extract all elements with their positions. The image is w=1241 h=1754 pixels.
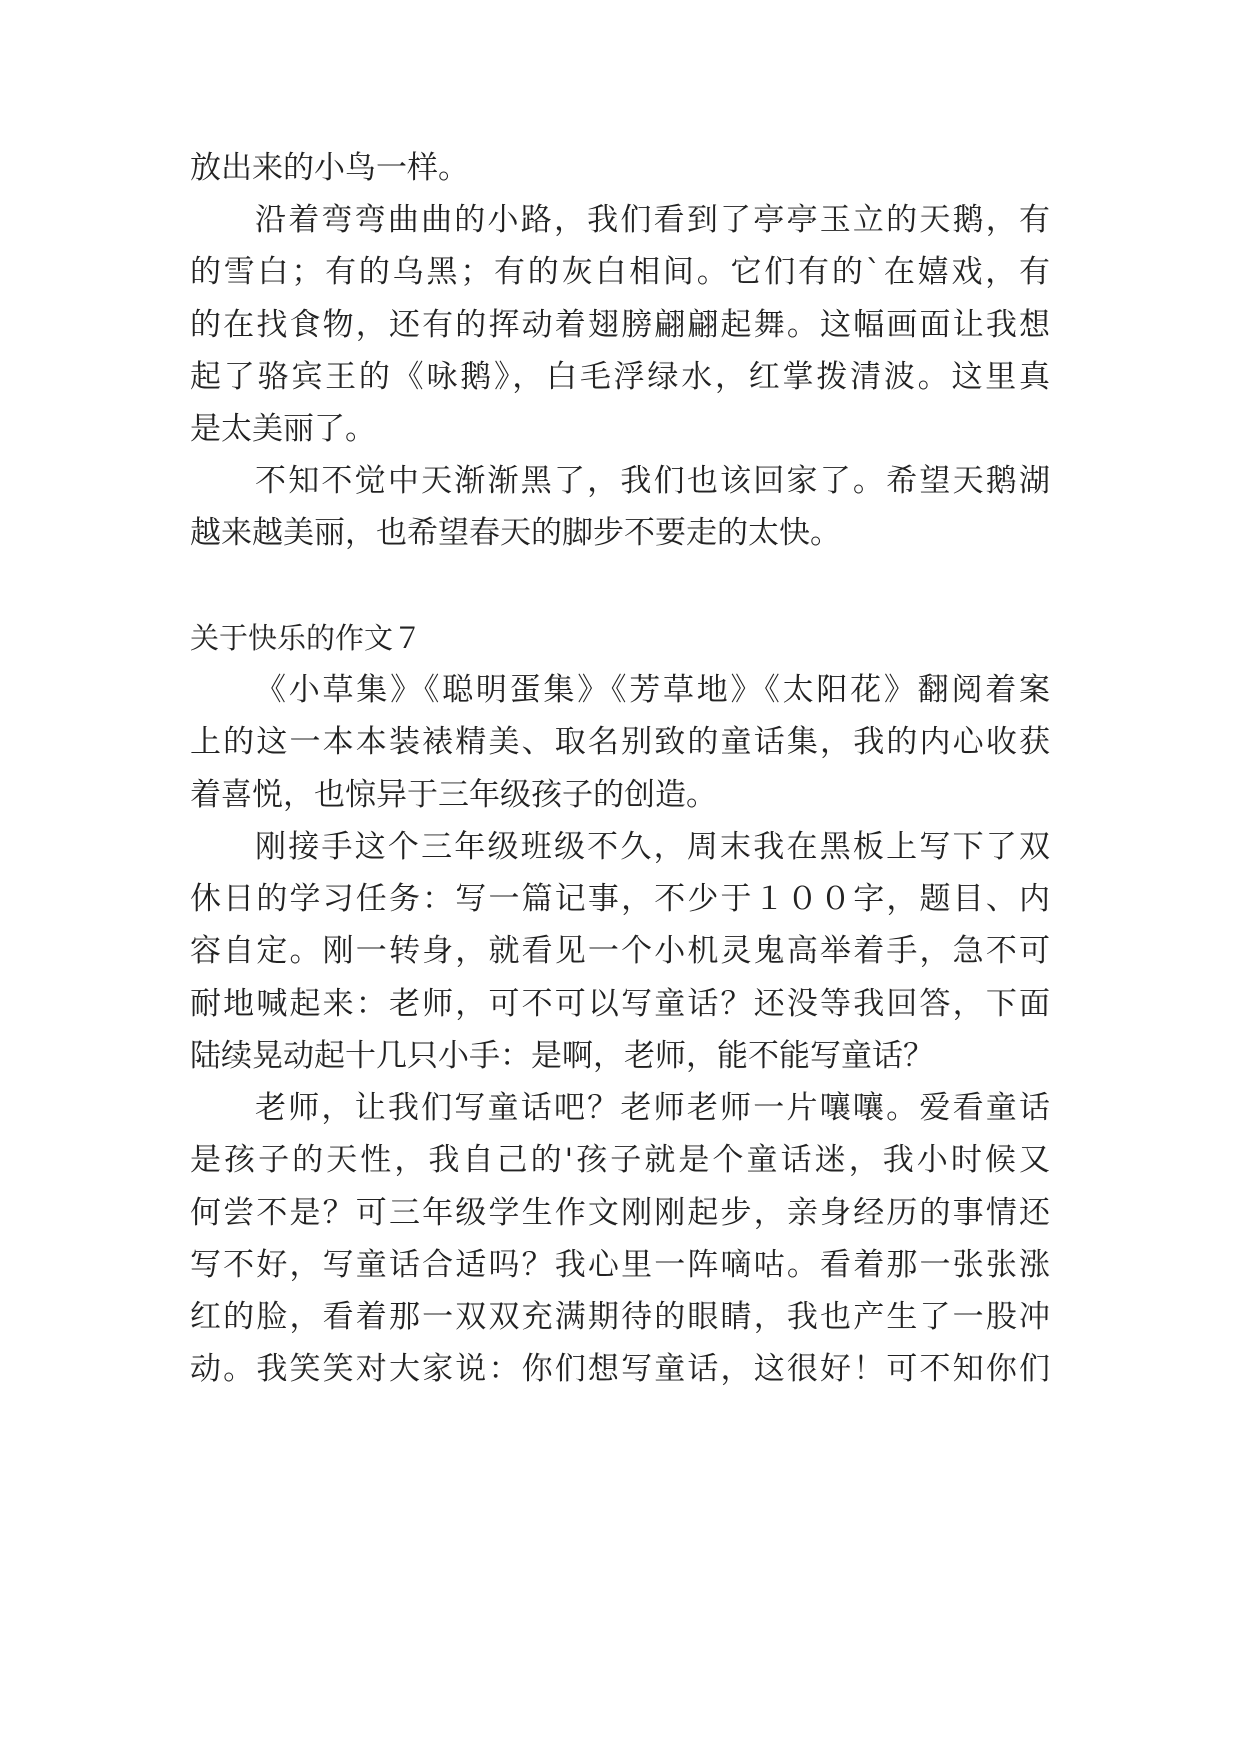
text-line: 起了骆宾王的《咏鹅》，白毛浮绿水，红掌拨清波。这里真 [190, 359, 1050, 395]
text-line: 越来越美丽，也希望春天的脚步不要走的太快。 [190, 515, 841, 551]
text-line: 刚接手这个三年级班级不久，周末我在黑板上写下了双 [255, 829, 1050, 865]
text-line: 容自定。刚一转身，就看见一个小机灵鬼高举着手，急不可 [190, 933, 1050, 969]
text-line: 沿着弯弯曲曲的小路，我们看到了亭亭玉立的天鹅，有 [255, 202, 1050, 238]
text-line: 上的这一本本装裱精美、取名别致的童话集，我的内心收获 [190, 724, 1050, 760]
text-line: 是孩子的天性，我自己的'孩子就是个童话迷，我小时候又 [190, 1142, 1050, 1178]
text-line: 不知不觉中天渐渐黑了，我们也该回家了。希望天鹅湖 [255, 463, 1050, 499]
text-line: 是太美丽了。 [190, 411, 376, 447]
text-line: 动。我笑笑对大家说：你们想写童话，这很好！可不知你们 [190, 1351, 1050, 1387]
text-line: 的在找食物，还有的挥动着翅膀翩翩起舞。这幅画面让我想 [190, 307, 1050, 343]
text-line: 何尝不是？可三年级学生作文刚刚起步，亲身经历的事情还 [190, 1195, 1050, 1231]
text-line: 红的脸，看着那一双双充满期待的眼睛，我也产生了一股冲 [190, 1299, 1050, 1335]
text-line: 着喜悦，也惊异于三年级孩子的创造。 [190, 777, 717, 813]
text-line: 陆续晃动起十几只小手：是啊，老师，能不能写童话？ [190, 1038, 934, 1074]
text-line: 放出来的小鸟一样。 [190, 150, 469, 186]
text-line: 休日的学习任务：写一篇记事，不少于１００字，题目、内 [190, 881, 1050, 917]
section-title: 关于快乐的作文７ [190, 621, 423, 655]
text-line: 写不好，写童话合适吗？我心里一阵嘀咕。看着那一张张涨 [190, 1247, 1050, 1283]
text-line: 耐地喊起来：老师，可不可以写童话？还没等我回答，下面 [190, 986, 1050, 1022]
text-line: 老师，让我们写童话吧？老师老师一片嚷嚷。爱看童话 [255, 1090, 1050, 1126]
text-line: 的雪白；有的乌黑；有的灰白相间。它们有的`在嬉戏，有 [190, 254, 1050, 290]
text-line: 《小草集》《聪明蛋集》《芳草地》《太阳花》翻阅着案 [255, 672, 1050, 708]
